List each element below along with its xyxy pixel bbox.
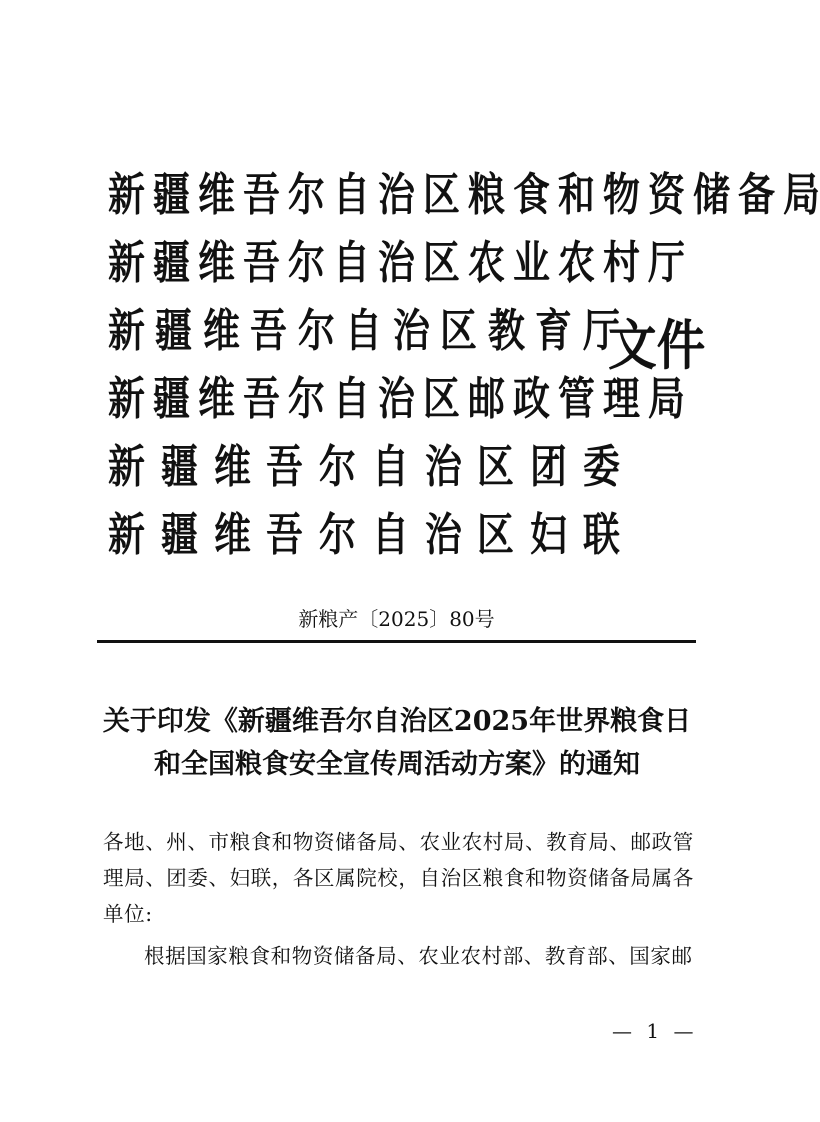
issuer-name (104, 500, 624, 568)
issuer-char: 厅 (582, 303, 620, 357)
body-paragraph: 根据国家粮食和物资储备局、农业农村部、教育部、国家邮 (144, 944, 693, 968)
issuer-char: 尔 (297, 303, 335, 357)
issuer-char: 新 (108, 235, 145, 289)
issuer-char: 疆 (155, 303, 193, 357)
issuer-name (104, 364, 686, 432)
issuer-char: 妇 (530, 507, 568, 561)
issuer-char: 治 (378, 371, 416, 425)
issuer-char: 吾 (243, 371, 281, 425)
issuer-char: 农 (558, 235, 596, 289)
issuer-char: 治 (424, 439, 462, 493)
issuer-char: 局 (648, 371, 686, 425)
document-suffix: 文件 (608, 313, 706, 377)
issuer-char: 尔 (319, 507, 357, 561)
document-title (97, 700, 697, 786)
issuer-char: 备 (738, 167, 776, 221)
issuer-char: 自 (333, 235, 371, 289)
issuer-char: 维 (198, 235, 235, 289)
issuer-char: 维 (203, 303, 240, 357)
recipients-line: 理局、团委、妇联，各区属院校，自治区粮食和物资储备局属各 (103, 866, 694, 890)
issuer-char: 储 (693, 167, 731, 221)
issuer-name (104, 160, 820, 228)
issuer-name (104, 432, 624, 500)
title-line: 和全国粮食安全宣传周活动方案》的通知 (154, 749, 640, 780)
issuer-char: 新 (108, 167, 145, 221)
issuer-char: 区 (440, 303, 478, 357)
issuer-char: 区 (477, 507, 515, 561)
issuer-char: 区 (423, 371, 461, 425)
issuer-char: 自 (371, 507, 409, 561)
issuer-char: 尔 (288, 235, 326, 289)
issuer-char: 吾 (266, 507, 304, 561)
issuer-char: 委 (582, 439, 620, 493)
issuer-char: 理 (603, 371, 641, 425)
issuer-char: 区 (477, 439, 515, 493)
issuer-char: 疆 (153, 371, 190, 425)
issuer-char: 村 (603, 235, 641, 289)
issuer-char: 自 (333, 167, 371, 221)
issuer-char: 团 (530, 439, 568, 493)
issuer-char: 和 (558, 167, 596, 221)
recipients (103, 824, 695, 932)
issuer-char: 粮 (468, 167, 506, 221)
issuer-char: 维 (213, 507, 251, 561)
title-line: 关于印发《新疆维吾尔自治区2025年世界粮食日 (102, 706, 692, 737)
issuer-char: 管 (558, 371, 596, 425)
issuer-char: 吾 (243, 167, 281, 221)
issuer-char: 政 (513, 371, 551, 425)
issuer-name (104, 228, 686, 296)
issuer-char: 吾 (250, 303, 288, 357)
issuer-char: 治 (378, 235, 416, 289)
issuer-char: 尔 (288, 371, 326, 425)
issuer-char: 物 (603, 167, 641, 221)
issuer-char: 教 (487, 303, 525, 357)
issuer-name (104, 296, 624, 364)
issuer-char: 疆 (160, 507, 198, 561)
issuer-char: 治 (392, 303, 430, 357)
issuer-char: 尔 (288, 167, 326, 221)
issuer-char: 区 (423, 235, 461, 289)
issuer-char: 自 (371, 439, 409, 493)
issuer-char: 农 (468, 235, 506, 289)
issuer-char: 自 (333, 371, 371, 425)
issuer-char: 资 (648, 167, 686, 221)
issuer-char: 局 (783, 167, 820, 221)
recipients-line: 各地、州、市粮食和物资储备局、农业农村局、教育局、邮政管 (103, 830, 694, 854)
issuer-char: 吾 (243, 235, 281, 289)
issuer-char: 维 (198, 371, 235, 425)
issuer-char: 新 (108, 439, 145, 493)
issuer-char: 新 (108, 303, 145, 357)
issuer-char: 育 (535, 303, 573, 357)
issuer-char: 联 (582, 507, 620, 561)
issuer-char: 疆 (160, 439, 198, 493)
issuer-char: 自 (345, 303, 383, 357)
issuer-char: 吾 (266, 439, 304, 493)
issuer-char: 业 (513, 235, 551, 289)
issuer-char: 治 (424, 507, 462, 561)
issuer-char: 维 (198, 167, 235, 221)
issuer-char: 疆 (153, 235, 190, 289)
issuer-char: 新 (108, 371, 145, 425)
issuer-char: 维 (213, 439, 251, 493)
issuer-char: 治 (378, 167, 416, 221)
page-number: — 1 — (612, 1019, 698, 1043)
issuer-char: 区 (423, 167, 461, 221)
issuer-char: 新 (108, 507, 145, 561)
issuer-char: 食 (513, 167, 551, 221)
recipients-line: 单位: (103, 902, 153, 926)
header-divider (97, 640, 696, 643)
issuer-char: 厅 (648, 235, 686, 289)
issuer-char: 疆 (153, 167, 190, 221)
issuer-char: 邮 (468, 371, 506, 425)
document-number: 新粮产〔2025〕80号 (298, 607, 495, 631)
issuer-char: 尔 (319, 439, 357, 493)
